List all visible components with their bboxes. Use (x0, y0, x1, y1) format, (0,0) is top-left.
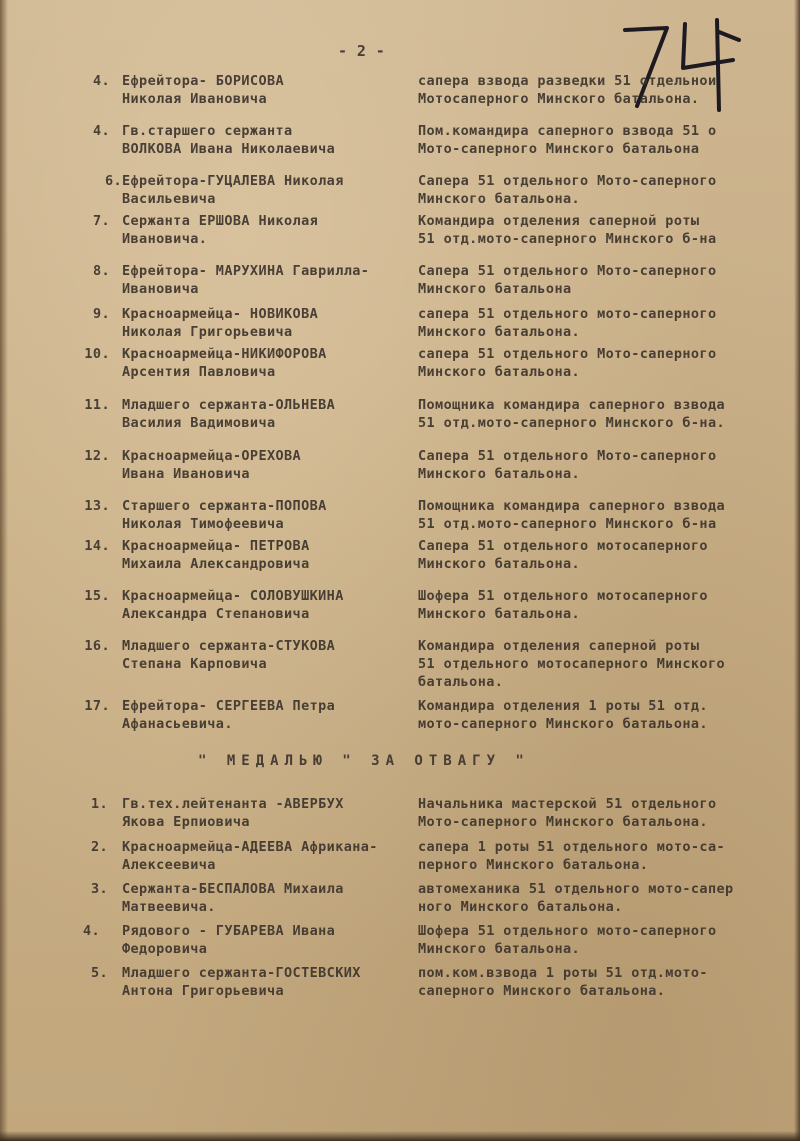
entry-number: 1. (90, 796, 108, 812)
name-line: Федоровича (122, 941, 208, 957)
position-line: Сапера 51 отдельного Мото-саперного (418, 263, 717, 279)
name-line: Гв.старшего сержанта (122, 123, 293, 139)
position-line: Шофера 51 отдельного мотосаперного (418, 588, 708, 604)
name-line: Красноармейца- ПЕТРОВА (122, 538, 310, 554)
entry-rank-and-name (122, 838, 378, 874)
position-line: сапера взвода разведки 51 отдельнои (418, 73, 717, 89)
name-line: Афанасьевича. (122, 716, 233, 732)
entry-position (418, 537, 708, 573)
position-line: Пом.командира саперного взвода 51 о (418, 123, 717, 139)
name-line: Красноармейца- СОЛОВУШКИНА (122, 588, 344, 604)
position-line: Минского батальона. (418, 556, 581, 572)
entry-rank-and-name (122, 795, 344, 831)
entry-position (418, 262, 716, 298)
position-line: пом.ком.взвода 1 роты 51 отд.мото- (418, 965, 708, 981)
entry-position (418, 212, 716, 248)
scan-edge-bottom (0, 1131, 800, 1141)
position-line: Минского батальона. (418, 324, 581, 340)
position-line: 51 отд.мото-саперного Минского б-на (418, 231, 717, 247)
name-line: Василия Вадимовича (122, 415, 276, 431)
entry-number: 9. (92, 306, 110, 322)
entry-number: 8. (92, 263, 110, 279)
position-line: мото-саперного Минского батальона. (418, 716, 708, 732)
position-line: 51 отдельного мотосаперного Минского (418, 656, 725, 672)
scan-edge-right (794, 0, 800, 1141)
name-line: Сержанта ЕРШОВА Николая (122, 213, 319, 229)
entry-position (418, 795, 716, 831)
entry-number: 4. (82, 923, 100, 939)
name-line: Младшего сержанта-ОЛЬНЕВА (122, 397, 336, 413)
entry-rank-and-name (122, 172, 344, 208)
entry-position (418, 838, 725, 874)
name-line: Матвеевича. (122, 899, 216, 915)
position-line: Командира отделения саперной роты (418, 638, 700, 654)
entry-number: 3. (90, 881, 108, 897)
position-line: автомеханика 51 отдельного мото-сапер (418, 881, 734, 897)
position-line: сапера 51 отдельного мото-саперного (418, 306, 717, 322)
position-line: саперного Минского батальона. (418, 983, 666, 999)
name-line: Красноармейца-НИКИФОРОВА (122, 346, 327, 362)
entry-position (418, 964, 708, 1000)
position-line: Мотосаперного Минского батальона. (418, 91, 700, 107)
entry-position (418, 305, 716, 341)
entry-number: 16. (84, 638, 110, 654)
entry-position (418, 122, 716, 158)
name-line: Ефрейтора- БОРИСОВА (122, 73, 285, 89)
entry-number: 17. (84, 698, 110, 714)
name-line: Александра Степановича (122, 606, 310, 622)
entry-rank-and-name (122, 922, 335, 958)
name-line: Старшего сержанта-ПОПОВА (122, 498, 327, 514)
position-line: Минского батальона. (418, 941, 581, 957)
position-line: Минского батальона. (418, 364, 581, 380)
entry-number: 13. (84, 498, 110, 514)
entry-rank-and-name (122, 305, 318, 341)
name-line: Антона Григорьевича (122, 983, 285, 999)
name-line: Младшего сержанта-ГОСТЕВСКИХ (122, 965, 361, 981)
entry-number: 11. (84, 397, 110, 413)
entry-number: 2. (90, 839, 108, 855)
section-heading-medal-for-courage: " МЕДАЛЬЮ " ЗА ОТВАГУ " (198, 753, 530, 769)
position-line: Мото-саперного Минского батальона (418, 141, 700, 157)
name-line: Рядового - ГУБАРЕВА Ивана (122, 923, 336, 939)
entry-rank-and-name (122, 345, 327, 381)
position-line: 51 отд.мото-саперного Минского б-на. (418, 415, 725, 431)
entry-rank-and-name (122, 212, 318, 248)
entry-rank-and-name (122, 587, 344, 623)
position-line: ного Минского батальона. (418, 899, 623, 915)
entry-rank-and-name (122, 964, 361, 1000)
position-line: Начальника мастерской 51 отдельного (418, 796, 717, 812)
entry-number: 14. (84, 538, 110, 554)
name-line: Николая Ивановича (122, 91, 267, 107)
entry-number: 6. (104, 173, 122, 189)
entry-position (418, 345, 716, 381)
name-line: Красноармейца-АДЕЕВА Африкана- (122, 839, 378, 855)
entry-rank-and-name (122, 637, 335, 673)
entry-rank-and-name (122, 880, 344, 916)
name-line: Николая Григорьевича (122, 324, 293, 340)
entry-rank-and-name (122, 262, 369, 298)
entry-number: 4. (92, 73, 110, 89)
position-line: Помощника командира саперного взвода (418, 397, 725, 413)
name-line: Ефрейтора- СЕРГЕЕВА Петра (122, 698, 336, 714)
name-line: Младшего сержанта-СТУКОВА (122, 638, 336, 654)
entry-position (418, 447, 716, 483)
entry-rank-and-name (122, 122, 335, 158)
name-line: Красноармейца- НОВИКОВА (122, 306, 319, 322)
entry-position (418, 697, 708, 733)
entry-position (418, 72, 716, 108)
position-line: Помощника командира саперного взвода (418, 498, 725, 514)
entry-rank-and-name (122, 697, 335, 733)
position-line: Командира отделения саперной роты (418, 213, 700, 229)
entry-number: 10. (84, 346, 110, 362)
name-line: Красноармейца-ОРЕХОВА (122, 448, 302, 464)
position-line: Сапера 51 отдельного Мото-саперного (418, 448, 717, 464)
position-line: сапера 1 роты 51 отдельного мото-са- (418, 839, 725, 855)
entry-number: 7. (92, 213, 110, 229)
position-line: Мото-саперного Минского батальона. (418, 814, 708, 830)
position-line: батальона. (418, 674, 504, 690)
entry-position (418, 922, 716, 958)
entry-rank-and-name (122, 537, 310, 573)
entry-rank-and-name (122, 447, 301, 483)
position-line: Шофера 51 отдельного мото-саперного (418, 923, 717, 939)
position-line: перного Минского батальона. (418, 857, 649, 873)
name-line: Васильевича (122, 191, 216, 207)
name-line: Сержанта-БЕСПАЛОВА Михаила (122, 881, 344, 897)
position-line: Минского батальона. (418, 606, 581, 622)
position-line: Минского батальона. (418, 466, 581, 482)
entry-position (418, 587, 708, 623)
page-number: - 2 - (338, 42, 386, 60)
entry-position (418, 637, 725, 691)
name-line: Алексеевича (122, 857, 216, 873)
name-line: Николая Тимофеевича (122, 516, 285, 532)
position-line: Командира отделения 1 роты 51 отд. (418, 698, 708, 714)
entry-position (418, 172, 716, 208)
entry-number: 12. (84, 448, 110, 464)
entry-rank-and-name (122, 497, 327, 533)
entry-number: 15. (84, 588, 110, 604)
name-line: Ефрейтора-ГУЦАЛЕВА Николая (122, 173, 344, 189)
name-line: ВОЛКОВА Ивана Николаевича (122, 141, 336, 157)
position-line: Минского батальона (418, 281, 572, 297)
name-line: Гв.тех.лейтенанта -АВЕРБУХ (122, 796, 344, 812)
name-line: Ивановича (122, 281, 199, 297)
name-line: Арсентия Павловича (122, 364, 276, 380)
name-line: Михаила Александровича (122, 556, 310, 572)
entry-rank-and-name (122, 72, 284, 108)
entry-rank-and-name (122, 396, 335, 432)
position-line: Минского батальона. (418, 191, 581, 207)
name-line: Якова Ерпиовича (122, 814, 250, 830)
name-line: Ивана Ивановича (122, 466, 250, 482)
entry-position (418, 396, 725, 432)
position-line: сапера 51 отдельного Мото-саперного (418, 346, 717, 362)
name-line: Ивановича. (122, 231, 208, 247)
name-line: Ефрейтора- МАРУХИНА Гаврилла- (122, 263, 370, 279)
name-line: Степана Карповича (122, 656, 267, 672)
scan-edge-left (0, 0, 8, 1141)
position-line: 51 отд.мото-саперного Минского б-на (418, 516, 717, 532)
entry-position (418, 497, 725, 533)
position-line: Сапера 51 отдельного мотосаперного (418, 538, 708, 554)
position-line: Сапера 51 отдельного Мото-саперного (418, 173, 717, 189)
entry-number: 5. (90, 965, 108, 981)
entry-position (418, 880, 734, 916)
entry-number: 4. (92, 123, 110, 139)
